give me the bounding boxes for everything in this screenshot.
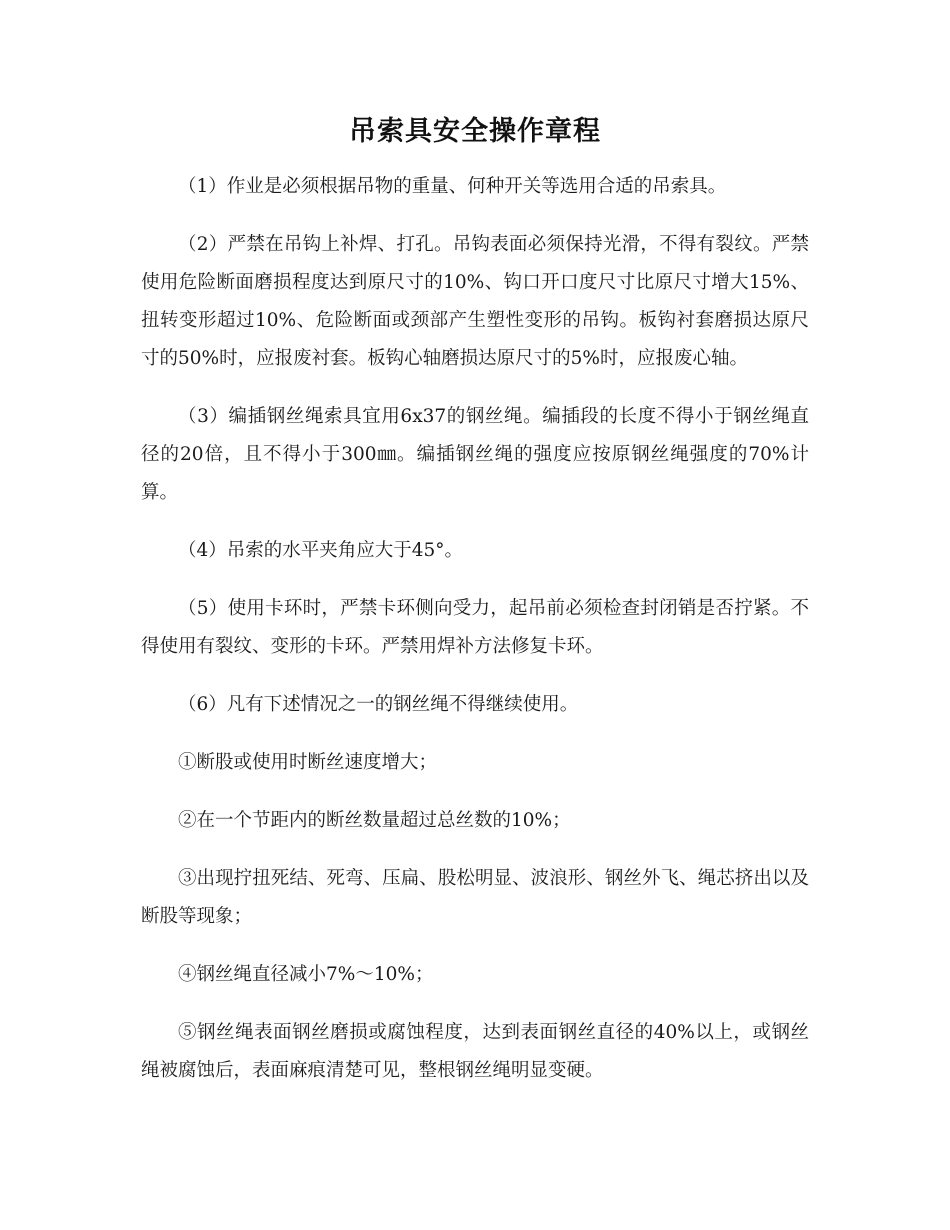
paragraph-1: （1）作业是必须根据吊物的重量、何种开关等选用合适的吊索具。 xyxy=(178,176,727,197)
paragraph-4: （4）吊索的水平夹角应大于45°。 xyxy=(178,540,464,561)
list-item-3: ③出现拧扭死结、死弯、压扁、股松明显、波浪形、钢丝外飞、绳芯挤出以及断股等现象； xyxy=(141,868,809,927)
list-item-4: ④钢丝绳直径减小7%～10%； xyxy=(178,964,434,985)
paragraph-2: （2）严禁在吊钩上补焊、打孔。吊钩表面必须保持光滑，不得有裂纹。严禁使用危险断面磨损程度达到原尺寸的10%、钩口开口度尺寸比原尺寸增大15%、扭转变形超过10%、危险断面或颈部产生塑性变形的吊钩。板钩衬套磨损达原尺寸的50%时，应报废衬套。板钩心轴磨损达原尺寸的5%时，应报废心轴。 xyxy=(141,234,809,369)
list-item-2: ②在一个节距内的断丝数量超过总丝数的10%； xyxy=(178,810,571,831)
list-item-1: ①断股或使用时断丝速度增大； xyxy=(178,752,438,773)
document-body xyxy=(141,168,809,1110)
paragraph-5: （5）使用卡环时，严禁卡环侧向受力，起吊前必须检查封闭销是否拧紧。不得使用有裂纹、变形的卡环。严禁用焊补方法修复卡环。 xyxy=(141,598,809,657)
paragraph-3: （3）编插钢丝绳索具宜用6x37的钢丝绳。编插段的长度不得小于钢丝绳直径的20倍，且不得小于300㎜。编插钢丝绳的强度应按原钢丝绳强度的70%计算。 xyxy=(141,406,809,503)
document-title: 吊索具安全操作章程 xyxy=(349,116,601,147)
list-item-5: ⑤钢丝绳表面钢丝磨损或腐蚀程度，达到表面钢丝直径的40%以上，或钢丝绳被腐蚀后，表面麻痕清楚可见，整根钢丝绳明显变硬。 xyxy=(141,1022,809,1081)
paragraph-6: （6）凡有下述情况之一的钢丝绳不得继续使用。 xyxy=(178,694,579,715)
